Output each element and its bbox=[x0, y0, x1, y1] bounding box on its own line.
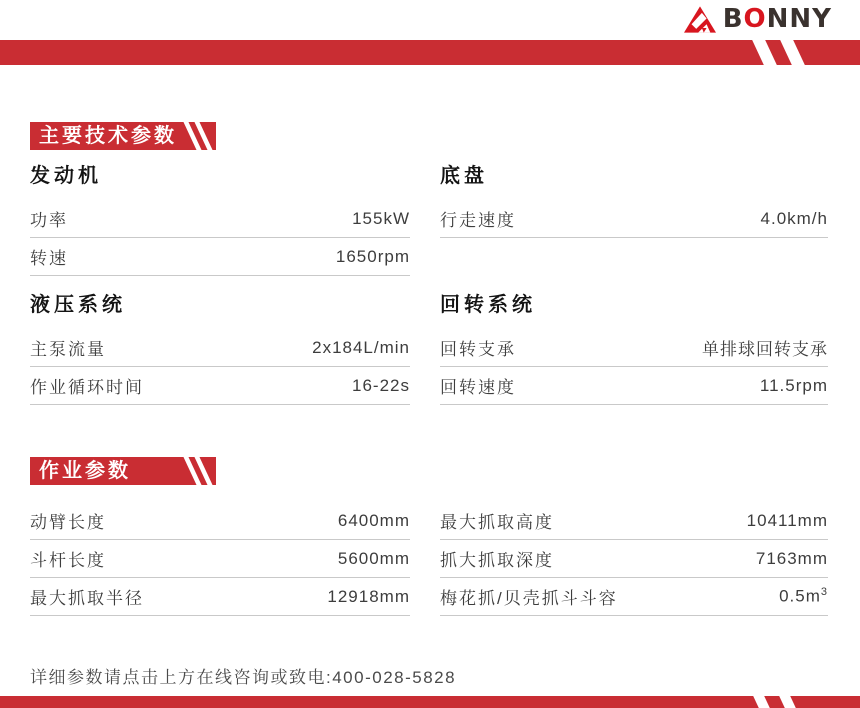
spec-label: 行走速度 bbox=[440, 211, 516, 230]
spec-label: 斗杆长度 bbox=[30, 551, 106, 570]
group-title: 回转系统 bbox=[440, 294, 536, 316]
spec-value: 7163mm bbox=[755, 548, 828, 568]
spec-row bbox=[30, 367, 410, 405]
group-title: 发动机 bbox=[30, 165, 102, 187]
spec-value-superscript: 3 bbox=[820, 586, 828, 599]
spec-row bbox=[440, 578, 828, 616]
footer-hotline-note: 详细参数请点击上方在线咨询或致电:400-028-5828 bbox=[30, 668, 457, 687]
spec-row bbox=[440, 329, 828, 367]
work-params-left-column bbox=[30, 502, 410, 616]
brand-letter-o: O bbox=[743, 4, 767, 34]
spec-label: 最大抓取高度 bbox=[440, 513, 554, 532]
banner-stripe bbox=[750, 40, 778, 65]
spec-label: 转速 bbox=[30, 249, 68, 268]
group-title: 底盘 bbox=[440, 165, 488, 187]
spec-value: 单排球回转支承 bbox=[702, 340, 828, 359]
spec-value: 11.5rpm bbox=[759, 375, 828, 395]
banner-stripe bbox=[777, 696, 797, 708]
spec-value: 155kW bbox=[352, 208, 410, 228]
banner-stripe bbox=[778, 40, 806, 65]
brand-letters-nny: NNY bbox=[766, 4, 832, 34]
spec-value bbox=[779, 586, 828, 607]
spec-value: 6400mm bbox=[337, 510, 410, 530]
spec-row bbox=[440, 200, 828, 238]
section-badge-main-parameters bbox=[30, 122, 216, 150]
banner-stripe bbox=[751, 696, 771, 708]
spec-row bbox=[30, 578, 410, 616]
spec-row bbox=[30, 200, 410, 238]
section-badge-label: 主要技术参数 bbox=[39, 125, 177, 147]
spec-label: 最大抓取半径 bbox=[30, 589, 144, 608]
spec-value: 16-22s bbox=[352, 375, 410, 395]
bottom-banner bbox=[0, 696, 860, 708]
spec-value: 1650rpm bbox=[335, 246, 410, 266]
work-params-right-column bbox=[440, 502, 828, 616]
spec-label: 功率 bbox=[30, 211, 68, 230]
spec-value-number: 0.5m bbox=[779, 586, 821, 606]
spec-value: 2x184L/min bbox=[312, 337, 410, 357]
brand-name bbox=[723, 4, 832, 34]
brand-logo bbox=[684, 4, 832, 34]
spec-label: 动臂长度 bbox=[30, 513, 106, 532]
spec-row bbox=[30, 329, 410, 367]
section-badge-label: 作业参数 bbox=[39, 460, 131, 482]
spec-value: 5600mm bbox=[337, 548, 410, 568]
spec-group-engine bbox=[30, 163, 410, 276]
spec-value: 10411mm bbox=[746, 510, 828, 530]
spec-value: 12918mm bbox=[327, 586, 410, 606]
spec-label: 抓大抓取深度 bbox=[440, 551, 554, 570]
group-title: 液压系统 bbox=[30, 294, 126, 316]
spec-label: 作业循环时间 bbox=[30, 378, 144, 397]
spec-row bbox=[440, 502, 828, 540]
bonny-triangle-icon bbox=[684, 6, 716, 33]
spec-row bbox=[30, 238, 410, 276]
brand-letter-b: B bbox=[722, 4, 744, 34]
spec-value: 4.0km/h bbox=[760, 208, 828, 228]
spec-label: 回转速度 bbox=[440, 378, 516, 397]
spec-row bbox=[440, 540, 828, 578]
section-badge-work-parameters bbox=[30, 457, 216, 485]
spec-label: 梅花抓/贝壳抓斗斗容 bbox=[440, 589, 618, 608]
spec-label: 主泵流量 bbox=[30, 340, 106, 359]
spec-group-chassis bbox=[440, 163, 828, 238]
spec-row bbox=[440, 367, 828, 405]
spec-group-slewing bbox=[440, 292, 828, 405]
top-banner bbox=[0, 40, 860, 65]
spec-row bbox=[30, 502, 410, 540]
spec-row bbox=[30, 540, 410, 578]
spec-label: 回转支承 bbox=[440, 340, 516, 359]
spec-group-hydraulic bbox=[30, 292, 410, 405]
